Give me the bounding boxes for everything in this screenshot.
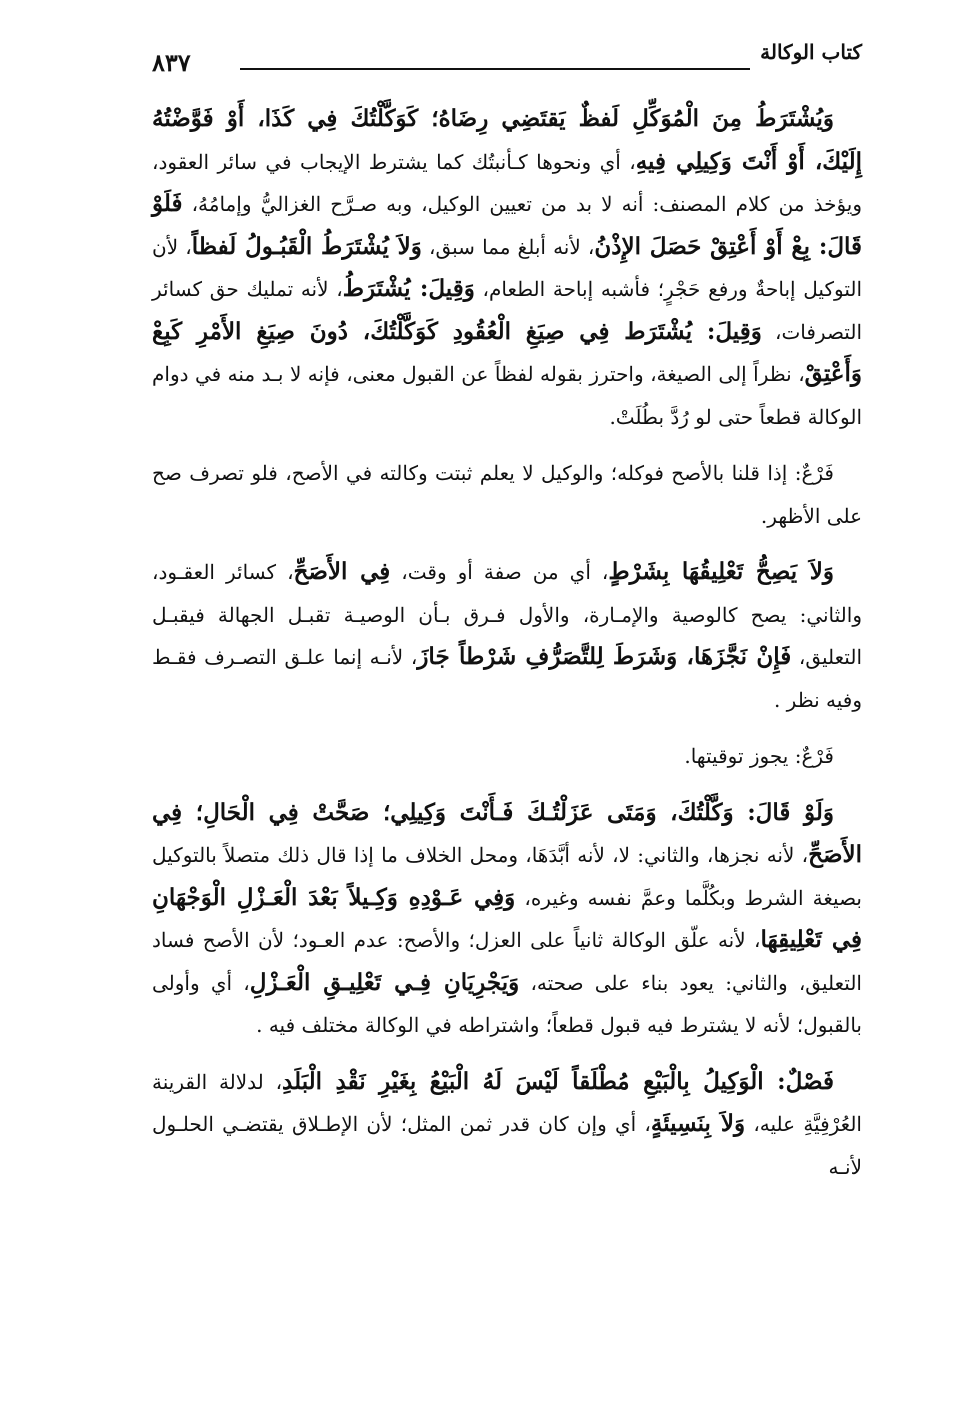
header-rule: [240, 68, 750, 70]
paragraph: [152, 452, 862, 537]
matn-text: وَلاَ يَصِحُّ تَعْلِيقُهَا بِشَرْطٍ: [608, 558, 834, 585]
commentary-text: ، كسائر العقـود، والثاني: يصح كالوصية والإمـارة، والأول فـرق بـأن الوصيـة تقبـل الجهالة فيقبـل التعليق،: [152, 560, 862, 669]
paragraph: [152, 735, 862, 778]
matn-text: فِي الأَصَحِّ: [293, 558, 391, 585]
matn-text: وَفِي عَـوْدِهِ وَكِـيلاً بَعْدَ الْعَـزْلِ الْوَجْهَانِ فِي تَعْلِيقِهَا: [152, 883, 863, 953]
commentary-text: ، لأن التوكيل إباحةٌ ورفع حَجْرٍ؛ فأشبه إباحة الطعام،: [152, 234, 863, 301]
matn-text: وَلَوْ قَالَ: وَكَّلْتُكَ، وَمَتَى عَزَلْتُـكَ فَـأَنْتَ وَكِيلِي؛ صَحَّتْ فِي الْحَالِ؛ فِي الأَصَحِّ: [152, 798, 862, 868]
matn-text: وَلاَ بِنَسِيئَةٍ: [650, 1110, 746, 1137]
paragraph: [152, 792, 862, 1047]
matn-text: وَقِيلَ: يُشْتَرَطُ: [342, 275, 475, 302]
matn-text: وَيُشْتَرَطُ مِنَ الْمُوَكِّلِ لَفظٌ يَقتَضِي رِضَاهُ؛ كَوَكَّلْتُكَ فِي كَذَا، أَوْ فَوَّضْتُهُ إِلَيْكَ، أَوْ أَنْتَ وَكِيلِي فِيهِ: [152, 105, 862, 175]
commentary-text: ، أي ونحوها كـأنبتُك كما يشترط الإيجاب في سائر العقود، ويؤخذ من كلام المصنف: أنه لا بد من تعيين الوكيل، وبه صـرَّح الغزاليُّ وإمامُهُ،: [152, 149, 862, 216]
running-title: كتاب الوكالة: [760, 40, 862, 64]
commentary-text: ، لأنـه إنما علـق التصـرف فقـط وفيه نظر .: [152, 645, 862, 712]
commentary-text: ، لأنه نجزها، والثاني: لا، لأنه أبَّدَهَا، ومحل الخلاف ما إذا قال ذلك متصلاً بالتوكيل بصيغة الشرط وبكُلَّما وعمَّ نفسه وغيره،: [152, 843, 862, 910]
page-body: [152, 98, 862, 1202]
commentary-text: ، نظراً إلى الصيغة، واحترز بقوله لفظاً عن القبول معنى، فإنه لا بـد منه في دوام الوكالة قطعاً حتى لو رُدَّ بطُلَتْ.: [152, 362, 862, 429]
paragraph: [152, 1061, 862, 1189]
matn-text: وَيَجْرِيَانِ فِـي تَعْلِيـقِ الْعَـزْلِ: [249, 968, 520, 996]
commentary-text: ، لدلالة القرينة العُرْفِيَّةِ عليه،: [152, 1069, 862, 1136]
commentary-text: فَرْعٌ: يجوز توقيتها.: [684, 744, 834, 768]
paragraph: [152, 98, 862, 438]
matn-text: وَلاَ يُشْتَرَطُ الْقَبُـولُ لَفظاً: [191, 232, 422, 260]
commentary-text: ، لأنه تمليك حق كسائر التصرفات،: [152, 277, 862, 344]
commentary-text: فَرْعٌ: إذا قلنا بالأصح فوكله؛ والوكيل لا يعلم ثبتت وكالته في الأصح، فلو تصرف صح على الأظهر.: [152, 461, 862, 528]
matn-text: فَصْلٌ: الْوَكِيلُ بِالْبَيْعِ مُطْلَقاً لَيْسَ لَهُ الْبَيْعُ بِغَيْرِ نَقْدِ الْبَلَدِ: [282, 1067, 834, 1095]
page-number: ٨٣٧: [152, 48, 191, 77]
paragraph: [152, 551, 862, 721]
commentary-text: ، أي من صفة أو وقت،: [390, 560, 609, 584]
commentary-text: ، لأنه أبلغ مما سبق،: [421, 234, 595, 259]
matn-text: فَإِنْ نَجَّزَهَا، وَشَرَطَ لِلتَّصَرُّفِ شَرْطاً جَازَ: [417, 643, 792, 670]
commentary-text: ، أي وإن كان قدر ثمن المثل؛ لأن الإطـلاق يقتضـي الحلـول لأنـه: [152, 1112, 862, 1179]
matn-text: فَلَوْ قَالَ: بِعْ أَوْ أَعْتِقْ حَصَلَ الإِذْنُ: [152, 190, 863, 260]
commentary-text: ، أي وأولى بالقبول؛ لأنه لا يشترط فيه قبول قطعاً؛ واشتراطه في الوكالة مختلف فيه .: [152, 970, 862, 1037]
page-header: [152, 38, 862, 78]
matn-text: وَقِيلَ: يُشْتَرَط فِي صِيَغِ الْعُقُودِ كَوَكَّلْتُكَ، دُونَ صِيَغِ الأَمْرِ كَبِعْ وَأَعْتِقْ: [152, 317, 862, 387]
commentary-text: ، لأنه علّق الوكالة ثانياً على العزل؛ والأصح: عدم العـود؛ لأن الأصح فساد التعليق، والثاني: يعود بناء على صحته،: [152, 928, 862, 995]
